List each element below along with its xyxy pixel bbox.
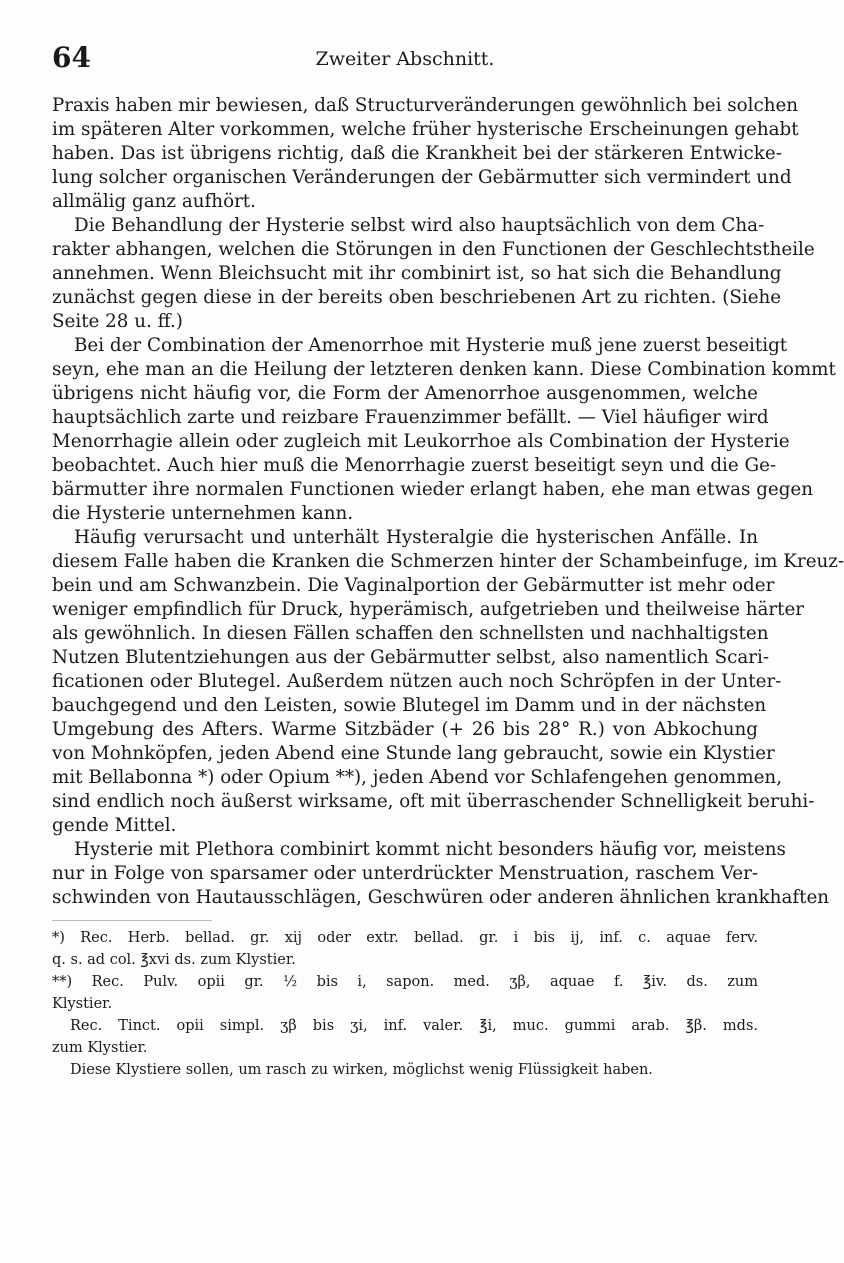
- main-text: [52, 94, 844, 910]
- text-line: allmälig ganz aufhört.: [52, 191, 256, 212]
- text-line: als gewöhnlich. In diesen Fällen schaffen den schnellsten und nachhaltigsten: [52, 623, 769, 644]
- text-line: annehmen. Wenn Bleichsucht mit ihr combinirt ist, so hat sich die Behandlung: [52, 263, 782, 284]
- footnote-line: Klystier.: [52, 996, 113, 1012]
- footnote: [52, 971, 758, 1015]
- paragraph: [52, 526, 844, 838]
- text-line: zunächst gegen diese in der bereits oben beschriebenen Art zu richten. (Siehe: [52, 287, 782, 308]
- footnote-line: q. s. ad col. ℥xvi ds. zum Klystier.: [52, 952, 296, 968]
- paragraph: [52, 334, 836, 526]
- paragraph: [52, 838, 830, 910]
- footnote-line: zum Klystier.: [52, 1040, 148, 1056]
- paragraph: [52, 94, 799, 214]
- text-line: seyn, ehe man an die Heilung der letzteren denken kann. Diese Combination kommt: [52, 359, 836, 380]
- text-line: rakter abhangen, welchen die Störungen in den Functionen der Geschlechtstheile: [52, 239, 815, 260]
- text-line: Praxis haben mir bewiesen, daß Structurveränderungen gewöhnlich bei solchen: [52, 95, 799, 116]
- text-line: Bei der Combination der Amenorrhoe mit Hysterie muß jene zuerst beseitigt: [74, 335, 788, 356]
- footnote: [52, 927, 758, 971]
- footnote: [52, 1059, 758, 1081]
- text-line: sind endlich noch äußerst wirksame, oft mit überraschender Schnelligkeit beruhi-: [52, 791, 815, 812]
- text-line: Menorrhagie allein oder zugleich mit Leukorrhoe als Combination der Hysterie: [52, 431, 790, 452]
- footnote-line: Rec. Tinct. opii simpl. ʒβ bis ʒi, inf. valer. ℥i, muc. gummi arab. ℥β. mds.: [70, 1018, 758, 1034]
- paragraph: [52, 214, 815, 334]
- text-line: nur in Folge von sparsamer oder unterdrückter Menstruation, raschem Ver-: [52, 863, 758, 884]
- page-header: [52, 42, 758, 74]
- text-line: Seite 28 u. ff.): [52, 311, 183, 332]
- text-line: hauptsächlich zarte und reizbare Frauenzimmer befällt. — Viel häufiger wird: [52, 407, 769, 428]
- text-line: lung solcher organischen Veränderungen der Gebärmutter sich vermindert und: [52, 167, 792, 188]
- text-line: im späteren Alter vorkommen, welche früher hysterische Erscheinungen gehabt: [52, 119, 799, 140]
- footnote-line: **) Rec. Pulv. opii gr. ½ bis i, sapon. med. ʒβ, aquae f. ℥iv. ds. zum: [52, 974, 758, 990]
- text-line: weniger empfindlich für Druck, hyperämisch, aufgetrieben und theilweise härter: [52, 599, 805, 620]
- text-line: gende Mittel.: [52, 815, 177, 836]
- footnotes: [52, 927, 758, 1081]
- footnote-rule: [52, 920, 212, 921]
- text-line: bein und am Schwanzbein. Die Vaginalportion der Gebärmutter ist mehr oder: [52, 575, 775, 596]
- text-line: Umgebung des Afters. Warme Sitzbäder (+ 26 bis 28° R.) von Abkochung: [52, 719, 758, 740]
- text-line: übrigens nicht häufig vor, die Form der Amenorrhoe ausgenommen, welche: [52, 383, 758, 404]
- page-body: [52, 94, 844, 1081]
- footnote-line: *) Rec. Herb. bellad. gr. xij oder extr. bellad. gr. i bis ij, inf. c. aquae ferv.: [52, 930, 758, 946]
- running-head: Zweiter Abschnitt.: [315, 48, 495, 70]
- text-line: Nutzen Blutentziehungen aus der Gebärmutter selbst, also namentlich Scari-: [52, 647, 770, 668]
- text-line: diesem Falle haben die Kranken die Schmerzen hinter der Schambeinfuge, im Kreuz-: [52, 551, 844, 572]
- text-line: schwinden von Hautausschlägen, Geschwüren oder anderen ähnlichen krankhaften: [52, 887, 830, 908]
- text-line: mit Bellabonna *) oder Opium **), jeden Abend vor Schlafengehen genommen,: [52, 767, 783, 788]
- page-number: 64: [52, 41, 91, 74]
- text-line: beobachtet. Auch hier muß die Menorrhagie zuerst beseitigt seyn und die Ge-: [52, 455, 777, 476]
- text-line: Häufig verursacht und unterhält Hysteralgie die hysterischen Anfälle. In: [74, 527, 758, 548]
- text-line: Die Behandlung der Hysterie selbst wird also hauptsächlich von dem Cha-: [74, 215, 765, 236]
- text-line: Hysterie mit Plethora combinirt kommt nicht besonders häufig vor, meistens: [74, 839, 786, 860]
- text-line: bärmutter ihre normalen Functionen wieder erlangt haben, ehe man etwas gegen: [52, 479, 814, 500]
- text-line: ficationen oder Blutegel. Außerdem nützen auch noch Schröpfen in der Unter-: [52, 671, 782, 692]
- text-line: bauchgegend und den Leisten, sowie Blutegel im Damm und in der nächsten: [52, 695, 767, 716]
- text-line: haben. Das ist übrigens richtig, daß die Krankheit bei der stärkeren Entwicke-: [52, 143, 782, 164]
- text-line: von Mohnköpfen, jeden Abend eine Stunde lang gebraucht, sowie ein Klystier: [52, 743, 775, 764]
- footnote-line: Diese Klystiere sollen, um rasch zu wirken, möglichst wenig Flüssigkeit haben.: [70, 1062, 653, 1078]
- text-line: die Hysterie unternehmen kann.: [52, 503, 354, 524]
- footnote: [52, 1015, 758, 1059]
